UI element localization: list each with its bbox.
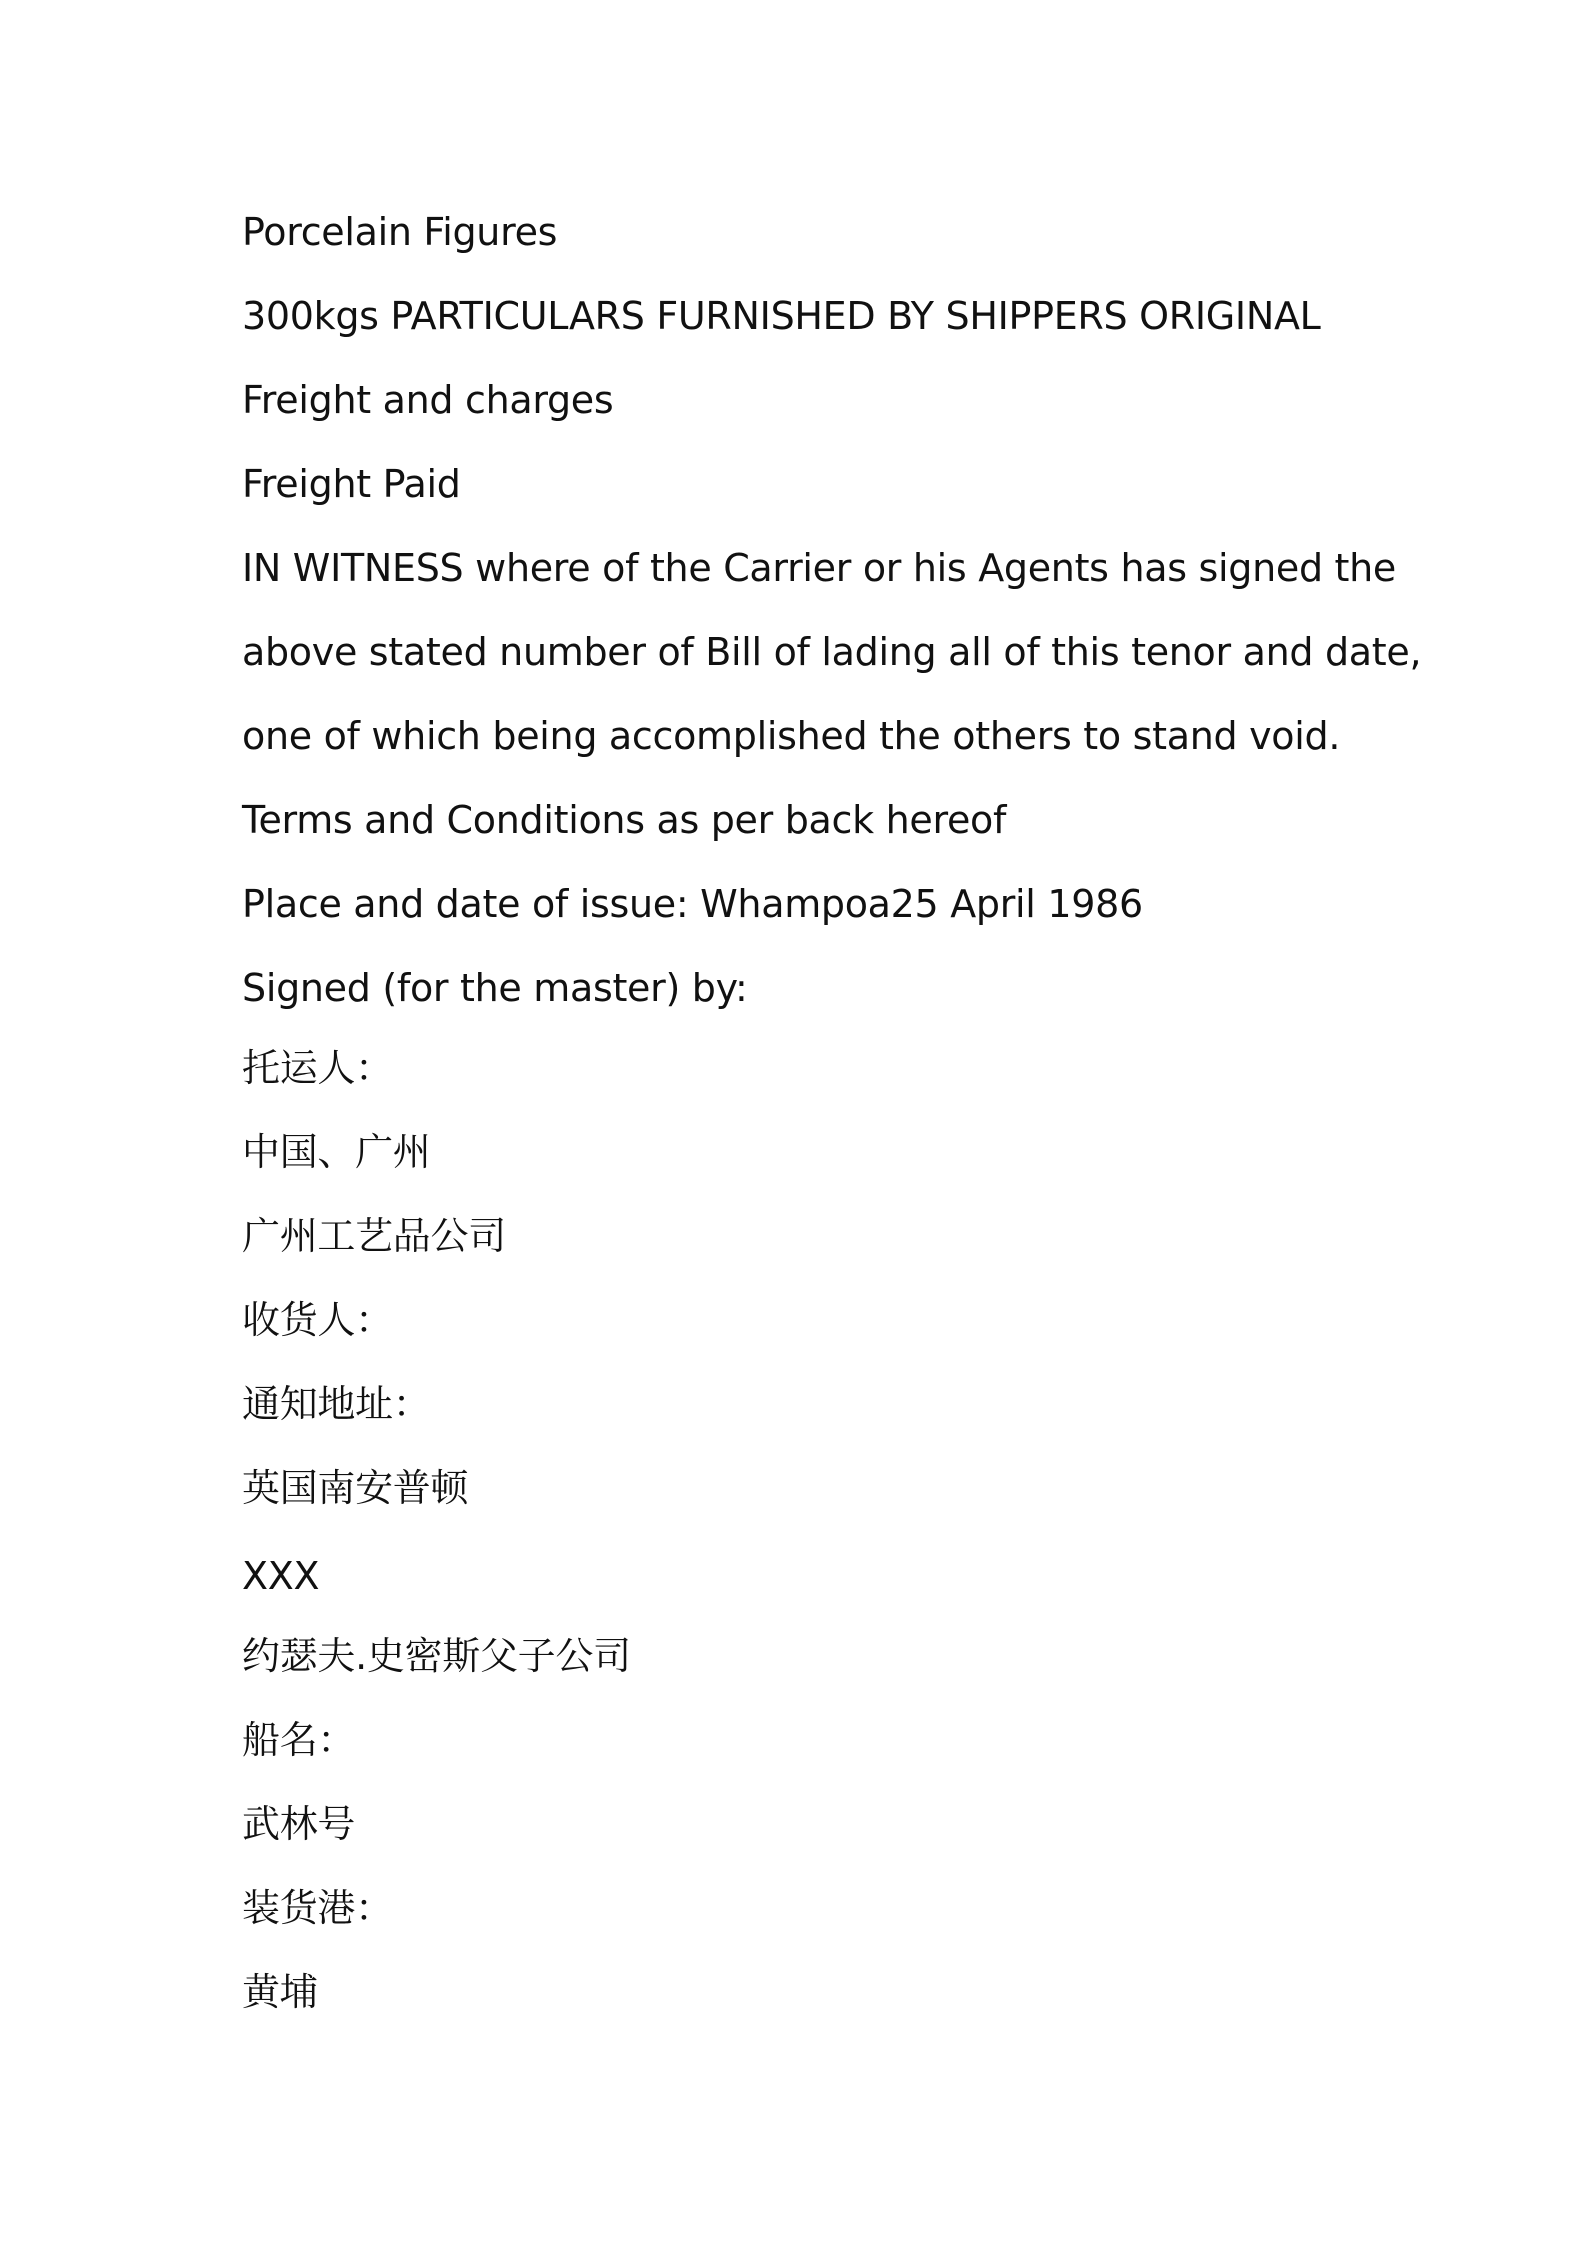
shipper-label: 托运人： xyxy=(242,1046,393,1090)
freight-paid: Freight Paid xyxy=(242,462,461,506)
notify-placeholder: XXX xyxy=(242,1554,320,1598)
vessel-label: 船名： xyxy=(242,1718,356,1762)
loading-port-label: 装货港： xyxy=(242,1886,393,1930)
signed-by: Signed (for the master) by: xyxy=(242,966,748,1010)
weight-particulars: 300kgs PARTICULARS FURNISHED BY SHIPPERS ORIGINAL xyxy=(242,294,1321,338)
freight-charges-label: Freight and charges xyxy=(242,378,614,422)
vessel-name: 武林号 xyxy=(242,1802,356,1846)
witness-clause-line-3: one of which being accomplished the others to stand void. xyxy=(242,714,1341,758)
notify-address-label: 通知地址： xyxy=(242,1382,431,1426)
witness-clause-line-1: IN WITNESS where of the Carrier or his Agents has signed the xyxy=(242,546,1397,590)
consignee-label: 收货人： xyxy=(242,1298,393,1342)
terms-conditions: Terms and Conditions as per back hereof xyxy=(242,798,1007,842)
shipper-location: 中国、广州 xyxy=(242,1130,431,1174)
notify-company: 约瑟夫.史密斯父子公司 xyxy=(242,1634,631,1678)
loading-port: 黄埔 xyxy=(242,1970,318,2014)
shipper-company: 广州工艺品公司 xyxy=(242,1214,506,1258)
goods-description: Porcelain Figures xyxy=(242,210,558,254)
notify-location: 英国南安普顿 xyxy=(242,1466,469,1510)
place-date-issue: Place and date of issue: Whampoa25 April 1986 xyxy=(242,882,1143,926)
witness-clause-line-2: above stated number of Bill of lading all of this tenor and date, xyxy=(242,630,1422,674)
